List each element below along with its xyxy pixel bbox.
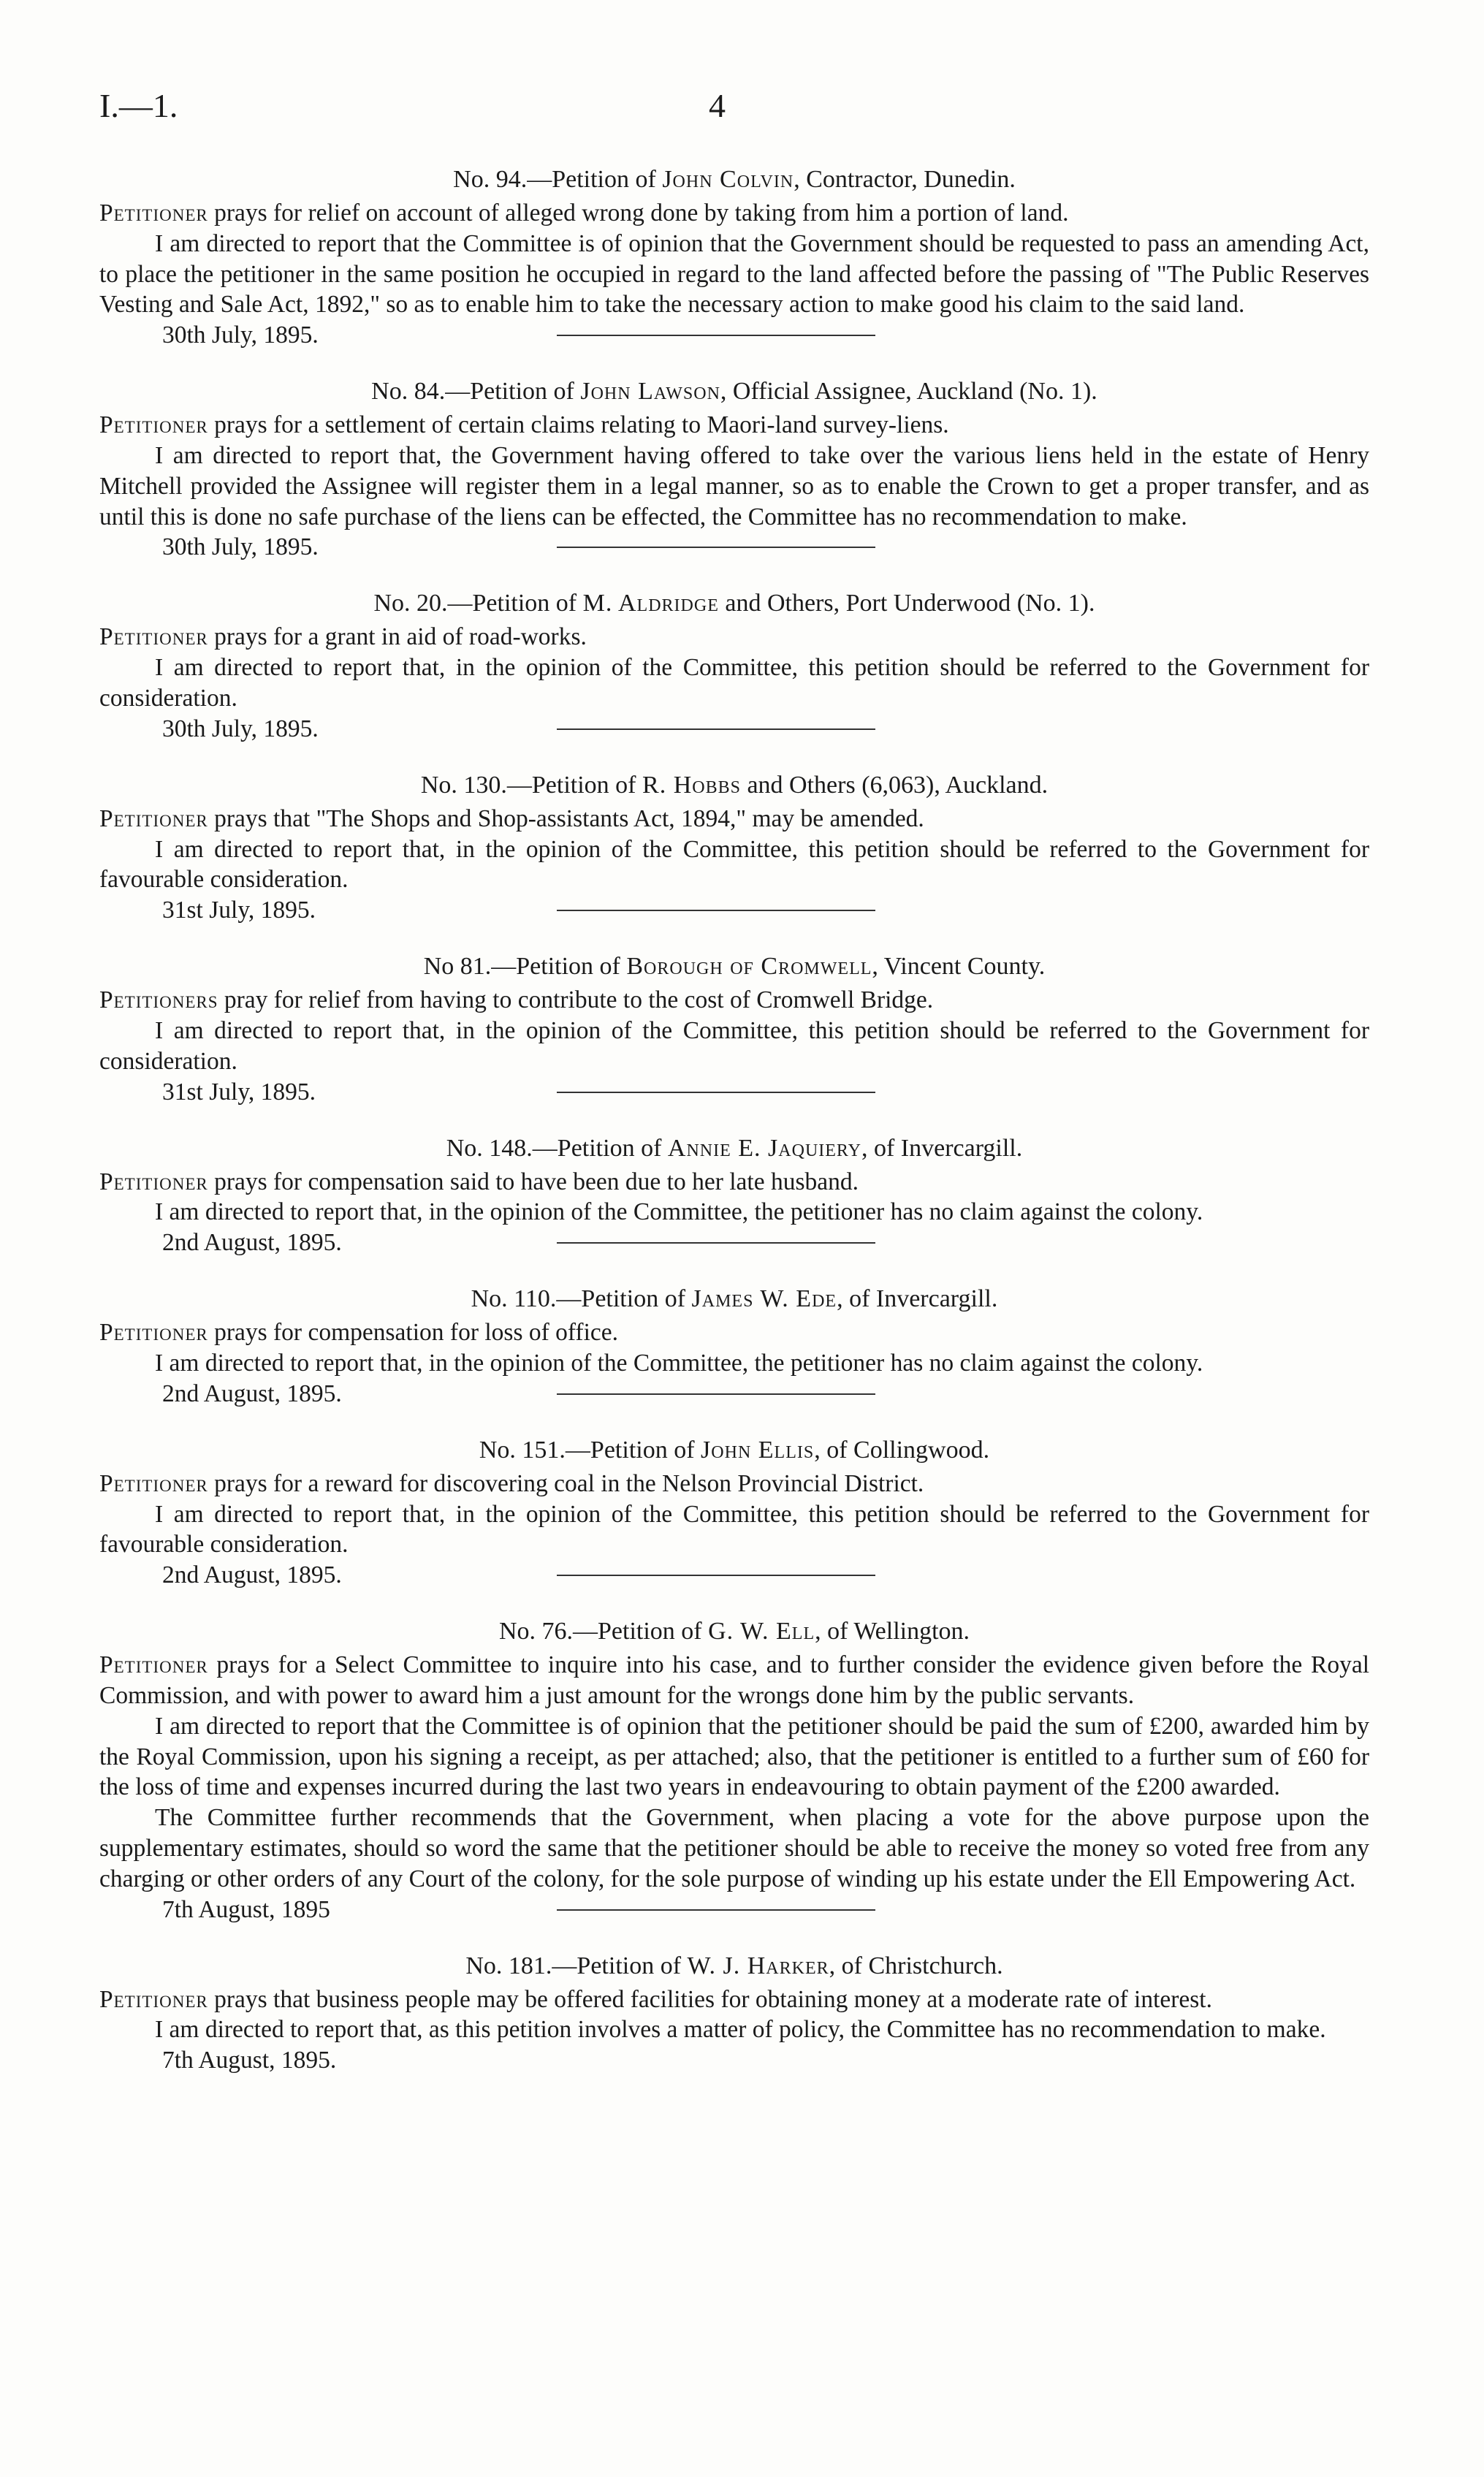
- report-date: 7th August, 1895.: [162, 2047, 337, 2074]
- committee-report-paragraph: I am directed to report that, in the opinion of the Committee, the petitioner has no claim against the colony.: [155, 1198, 1203, 1226]
- report-date-row: [99, 2045, 1369, 2076]
- committee-report-paragraph: I am directed to report that, in the opinion of the Committee, this petition should be referred to the Government for favourable consideration.: [99, 1500, 1369, 1559]
- report-date: 2nd August, 1895.: [162, 1229, 342, 1257]
- report-date-row: [99, 1077, 1369, 1108]
- petition-title-text: , of Invercargill.: [837, 1285, 998, 1313]
- petition-entry: [99, 1283, 1369, 1434]
- report-date-row: [99, 895, 1369, 926]
- petition-entry: [99, 769, 1369, 951]
- petition-title-text: , of Collingwood.: [814, 1436, 990, 1464]
- document-reference: I.—1.: [99, 87, 178, 124]
- section-divider: [557, 1242, 875, 1244]
- petition-title: [99, 587, 1369, 619]
- report-date: 7th August, 1895: [162, 1895, 330, 1923]
- report-date: 30th July, 1895.: [162, 715, 319, 742]
- petition-title: [99, 769, 1369, 801]
- petition-title-text: No. 151.—Petition of: [479, 1436, 701, 1464]
- section-divider: [557, 728, 875, 730]
- petition-title-text: No. 130.—Petition of: [420, 771, 643, 799]
- petitioner-label: Petitioner: [99, 1985, 208, 2013]
- committee-report-paragraph: The Committee further recommends that the Government, when placing a vote for the above purpose upon the supplementary estimates, should so word the same that the petitioner should be able to receive the money so voted free from any charging or other orders of any Court of the colony, for the sole purpose of winding up his estate under the Ell Empowering Act.: [99, 1804, 1369, 1892]
- petition-title-text: No. 148.—Petition of: [446, 1134, 668, 1162]
- petition-title-text: , Official Assignee, Auckland (No. 1).: [720, 378, 1097, 406]
- petition-title: [99, 1616, 1369, 1647]
- committee-report-paragraph: I am directed to report that, in the opinion of the Committee, this petition should be referred to the Government for favourable consideration.: [99, 835, 1369, 894]
- petitioner-name: Borough of Cromwell: [626, 953, 872, 981]
- petitioner-name: John Colvin: [662, 166, 794, 193]
- section-divider: [557, 1575, 875, 1576]
- petition-title-text: , Contractor, Dunedin.: [794, 166, 1016, 193]
- petition-title-text: No. 20.—Petition of: [373, 590, 583, 617]
- section-spacer: [99, 926, 1369, 951]
- section-divider: [557, 1393, 875, 1395]
- petitioner-label: Petitioner: [99, 411, 208, 439]
- petitioner-name: James W. Ede: [691, 1285, 837, 1313]
- prayer-text: pray for relief from having to contribute to the cost of Cromwell Bridge.: [218, 986, 934, 1014]
- petition-title-text: , of Christchurch.: [829, 1952, 1003, 1979]
- section-spacer: [99, 1591, 1369, 1616]
- petition-prayer: [99, 1167, 1369, 1198]
- petitions-list: [99, 164, 1369, 2076]
- petition-title-text: and Others, Port Underwood (No. 1).: [718, 590, 1095, 617]
- petitioner-label: Petitioner: [99, 804, 208, 832]
- petition-title-text: No. 76.—Petition of: [498, 1618, 709, 1645]
- petition-title: [99, 951, 1369, 982]
- petition-title: [99, 1434, 1369, 1466]
- petition-entry: [99, 1950, 1369, 2077]
- report-date: 30th July, 1895.: [162, 321, 319, 349]
- petition-prayer: [99, 804, 1369, 834]
- prayer-text: prays for compensation for loss of office.: [208, 1319, 619, 1347]
- petition-title-text: No. 181.—Petition of: [465, 1952, 688, 1979]
- committee-report-paragraph: I am directed to report that the Committee is of opinion that the petitioner should be paid the sum of £200, awarded him by the Royal Commission, upon his signing a receipt, as per attached; also, that the petitioner is entitled to a further sum of £60 for the loss of time and expenses incurred during the last two years in endeavouring to obtain payment of the £200 awarded.: [99, 1712, 1369, 1801]
- petition-prayer: [99, 1469, 1369, 1499]
- petitioner-name: John Lawson: [580, 378, 720, 406]
- petition-prayer: [99, 410, 1369, 441]
- petition-title: [99, 1283, 1369, 1314]
- petition-title-text: and Others (6,063), Auckland.: [740, 771, 1049, 799]
- report-date: 31st July, 1895.: [162, 897, 316, 924]
- petitioner-label: Petitioner: [99, 199, 208, 227]
- committee-report-paragraph: I am directed to report that, the Government having offered to take over the various liens held in the estate of Henry Mitchell provided the Assignee will register them in a legal manner, so as to enable the Crown to get a proper transfer, and as until this is done no safe purchase of the liens can be effected, the Committee has no recommendation to make.: [99, 441, 1369, 530]
- petition-prayer: [99, 1317, 1369, 1348]
- prayer-text: prays for relief on account of alleged wrong done by taking from him a portion of land.: [208, 199, 1069, 227]
- report-date-row: [99, 320, 1369, 351]
- petition-title: [99, 1133, 1369, 1164]
- section-divider: [557, 547, 875, 548]
- committee-report-paragraph: I am directed to report that, in the opinion of the Committee, this petition should be referred to the Government for consideration.: [99, 654, 1369, 712]
- petition-entry: [99, 1616, 1369, 1949]
- report-date: 31st July, 1895.: [162, 1078, 316, 1106]
- petition-entry: [99, 1133, 1369, 1284]
- petitioner-name: W. J. Harker: [687, 1952, 829, 1979]
- prayer-text: prays for compensation said to have been due to her late husband.: [208, 1168, 859, 1195]
- report-date-row: [99, 1379, 1369, 1409]
- petition-title-text: No. 110.—Petition of: [471, 1285, 692, 1313]
- report-date-row: [99, 1560, 1369, 1591]
- prayer-text: prays for a grant in aid of road-works.: [208, 623, 587, 651]
- report-date-row: [99, 532, 1369, 563]
- committee-report-paragraph: I am directed to report that, in the opinion of the Committee, this petition should be referred to the Government for consideration.: [99, 1016, 1369, 1075]
- petitioner-label: Petitioner: [99, 1319, 208, 1347]
- prayer-text: prays for a Select Committee to inquire into his case, and to further consider the evidence given before the Royal Commission, and with power to award him a just amount for the wrongs done him by the public servants.: [99, 1651, 1369, 1709]
- petition-title-text: No. 94.—Petition of: [453, 166, 663, 193]
- petitioner-label: Petitioner: [99, 1651, 208, 1679]
- petitioner-name: G. W. Ell: [708, 1618, 815, 1645]
- report-date: 30th July, 1895.: [162, 533, 319, 561]
- report-date-row: [99, 1228, 1369, 1258]
- page-number: 4: [709, 87, 726, 124]
- section-spacer: [99, 563, 1369, 587]
- petition-entry: [99, 587, 1369, 769]
- section-spacer: [99, 1108, 1369, 1133]
- section-spacer: [99, 1409, 1369, 1434]
- petition-title: [99, 1950, 1369, 1982]
- committee-report-paragraph: I am directed to report that, in the opinion of the Committee, the petitioner has no claim against the colony.: [155, 1349, 1203, 1377]
- section-divider: [557, 335, 875, 336]
- committee-report-paragraph: I am directed to report that, as this petition involves a matter of policy, the Committee has no recommendation to make.: [155, 2016, 1326, 2044]
- petition-prayer: [99, 1650, 1369, 1711]
- petitioner-name: R. Hobbs: [642, 771, 741, 799]
- prayer-text: prays that business people may be offered facilities for obtaining money at a moderate rate of interest.: [208, 1985, 1212, 2013]
- committee-report-paragraph: I am directed to report that the Committee is of opinion that the Government should be requested to pass an amending Act, to place the petitioner in the same position he occupied in regard to the land affected before the passing of "The Public Reserves Vesting and Sale Act, 1892," so as to enable him to take the necessary action to make good his claim to the said land.: [99, 229, 1369, 319]
- petitioner-name: Annie E. Jaquiery: [667, 1134, 861, 1162]
- prayer-text: prays for a settlement of certain claims relating to Maori-land survey-liens.: [208, 411, 949, 439]
- petitioner-name: John Ellis: [701, 1436, 815, 1464]
- petition-title: [99, 164, 1369, 195]
- section-spacer: [99, 745, 1369, 769]
- report-date: 2nd August, 1895.: [162, 1380, 342, 1407]
- petition-title-text: No 81.—Petition of: [423, 953, 627, 981]
- section-divider: [557, 1092, 875, 1093]
- petition-title-text: , of Invercargill.: [861, 1134, 1023, 1162]
- petition-title-text: , of Wellington.: [815, 1618, 970, 1645]
- section-spacer: [99, 351, 1369, 376]
- petition-prayer: [99, 985, 1369, 1016]
- petition-entry: [99, 951, 1369, 1132]
- prayer-text: prays that "The Shops and Shop-assistants Act, 1894," may be amended.: [208, 804, 924, 832]
- section-divider: [557, 1909, 875, 1911]
- petition-prayer: [99, 198, 1369, 229]
- report-date-row: [99, 714, 1369, 745]
- petition-title: [99, 376, 1369, 407]
- petition-entry: [99, 1434, 1369, 1616]
- petitioner-label: Petitioners: [99, 986, 218, 1014]
- petitioner-label: Petitioner: [99, 623, 208, 651]
- report-date: 2nd August, 1895.: [162, 1561, 342, 1589]
- petition-prayer: [99, 1985, 1369, 2015]
- petitioner-label: Petitioner: [99, 1469, 208, 1497]
- section-spacer: [99, 1258, 1369, 1283]
- petition-entry: [99, 164, 1369, 376]
- petitioner-name: M. Aldridge: [582, 590, 719, 617]
- petitioner-label: Petitioner: [99, 1168, 208, 1195]
- petition-title-text: , Vincent County.: [872, 953, 1046, 981]
- petition-title-text: No. 84.—Petition of: [371, 378, 581, 406]
- prayer-text: prays for a reward for discovering coal in the Nelson Provincial District.: [208, 1469, 924, 1497]
- petition-entry: [99, 376, 1369, 587]
- section-divider: [557, 910, 875, 911]
- section-spacer: [99, 1925, 1369, 1950]
- report-date-row: [99, 1895, 1369, 1925]
- petition-prayer: [99, 622, 1369, 652]
